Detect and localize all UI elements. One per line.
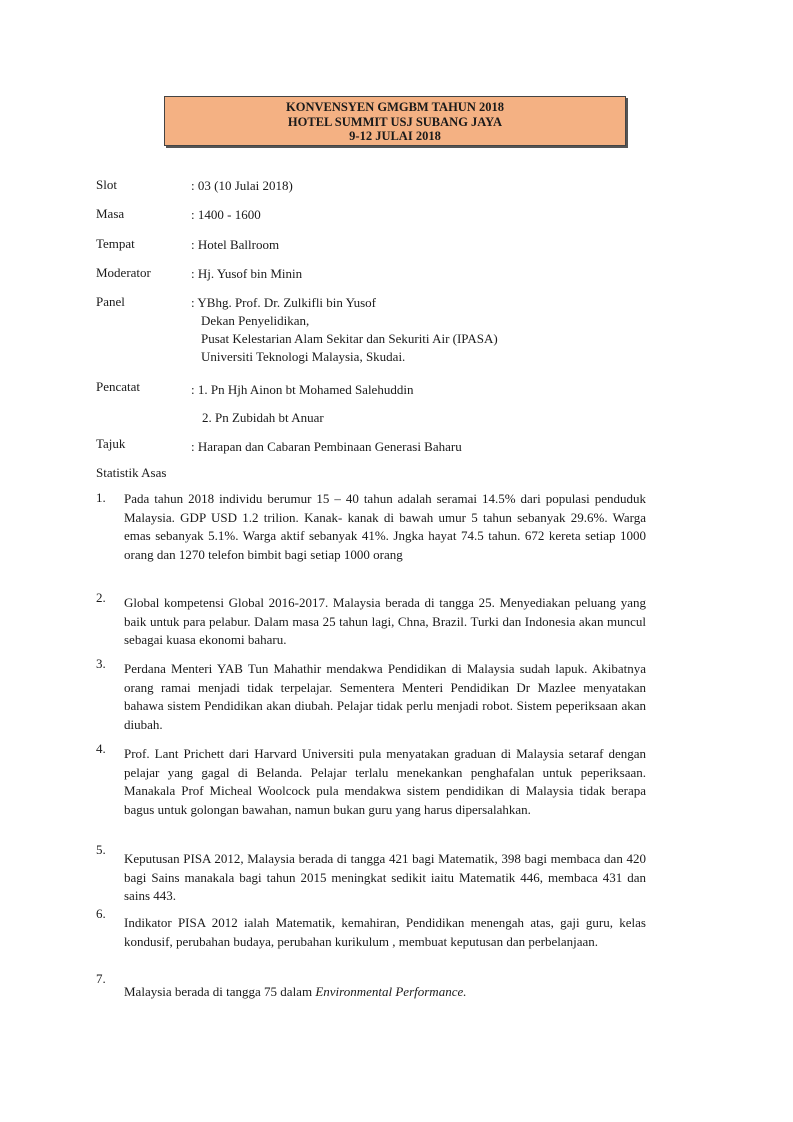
section-title: Statistik Asas — [96, 465, 167, 480]
panel-name: : YBhg. Prof. Dr. Zulkifli bin Yusof — [191, 295, 377, 310]
item-text: Keputusan PISA 2012, Malaysia berada di tangga 421 bagi Matematik, 398 bagi membaca dan 420 bagi Sains manakala bagi tahun 2015 meningkat sedikit iaitu Matematik 446, membaca 431 dan sains 443. — [124, 851, 646, 903]
item-text-plain: Malaysia berada di tangga 75 dalam — [124, 984, 316, 999]
meta-value: : 03 (10 Julai 2018) — [191, 178, 293, 193]
header-title: KONVENSYEN GMGBM TAHUN 2018 — [286, 100, 504, 114]
panel-line: Universiti Teknologi Malaysia, Skudai. — [201, 349, 406, 364]
meta-label: Tajuk — [96, 436, 126, 451]
meta-value-2: 2. Pn Zubidah bt Anuar — [202, 410, 324, 425]
item-number: 4. — [96, 741, 106, 756]
item-number: 1. — [96, 490, 106, 505]
meta-label: Tempat — [96, 236, 135, 251]
item-number: 3. — [96, 656, 106, 671]
meta-value: : Harapan dan Cabaran Pembinaan Generasi Baharu — [191, 439, 462, 454]
item-text: Pada tahun 2018 individu berumur 15 – 40 tahun adalah seramai 14.5% dari populasi penduduk Malaysia. GDP USD 1.2 trilion. Kanak- kanak di bawah umur 5 tahun sebanyak 29.6%. Warga emas sebanyak 5.1%. Warga aktif sebanyak 41%. Jngka hayat 74.5 tahun. 672 kereta setiap 1000 orang dan 1270 telefon bimbit bagi setiap 1000 orang — [124, 491, 646, 562]
meta-label: Pencatat — [96, 379, 141, 394]
meta-label: Slot — [96, 177, 117, 192]
meta-value — [191, 294, 691, 366]
meta-value: : Hotel Ballroom — [191, 237, 280, 252]
item-text: Prof. Lant Prichett dari Harvard Universiti pula menyatakan graduan di Malaysia setaraf dengan pelajar yang gagal di Belanda. Pelajar terlalu menekankan penghafalan untuk peperiksaan. Manakala Prof Micheal Woolcock pula mendakwa sistem pendidikan di Malaysia tidak berapa bagus untuk golongan bawahan, namun bukan guru yang harus dipersalahkan. — [124, 746, 646, 817]
meta-value: : 1. Pn Hjh Ainon bt Mohamed Salehuddin — [191, 382, 414, 397]
item-text — [124, 983, 646, 1002]
meta-value: : 1400 - 1600 — [191, 207, 261, 222]
header-date: 9-12 JULAI 2018 — [349, 129, 441, 143]
header-venue: HOTEL SUMMIT USJ SUBANG JAYA — [287, 114, 503, 129]
item-number: 2. — [96, 590, 106, 605]
panel-line: Dekan Penyelidikan, — [201, 313, 310, 328]
item-text: Global kompetensi Global 2016-2017. Malaysia berada di tangga 25. Menyediakan peluang yang baik untuk para pelabur. Dalam masa 25 tahun lagi, Chna, Brazil. Turki dan Indonesia akan muncul sebagai kuasa ekonomi baharu. — [124, 595, 646, 647]
meta-label: Masa — [96, 206, 125, 221]
panel-line: Pusat Kelestarian Alam Sekitar dan Sekuriti Air (IPASA) — [201, 331, 498, 346]
meta-label: Panel — [96, 294, 125, 309]
meta-value: : Hj. Yusof bin Minin — [191, 266, 303, 281]
item-text: Perdana Menteri YAB Tun Mahathir mendakwa Pendidikan di Malaysia sudah lapuk. Akibatnya orang ramai menjadi tidak terpelajar. Sementera Menteri Pendidikan Dr Mazlee menyatakan bahawa sistem Pendidikan akan diubah. Pelajar tidak perlu menjadi robot. Sistem peperiksaan akan diubah. — [124, 661, 646, 732]
item-number: 5. — [96, 842, 106, 857]
document-header — [164, 96, 626, 146]
item-number: 7. — [96, 971, 106, 986]
item-text: Indikator PISA 2012 ialah Matematik, kemahiran, Pendidikan menengah atas, gaji guru, kelas kondusif, perubahan budaya, perubahan kurikulum , membuat keputusan dan perbelanjaan. — [124, 915, 646, 949]
item-text-emphasis: Environmental Performance. — [315, 984, 467, 999]
item-number: 6. — [96, 906, 106, 921]
meta-label: Moderator — [96, 265, 151, 280]
